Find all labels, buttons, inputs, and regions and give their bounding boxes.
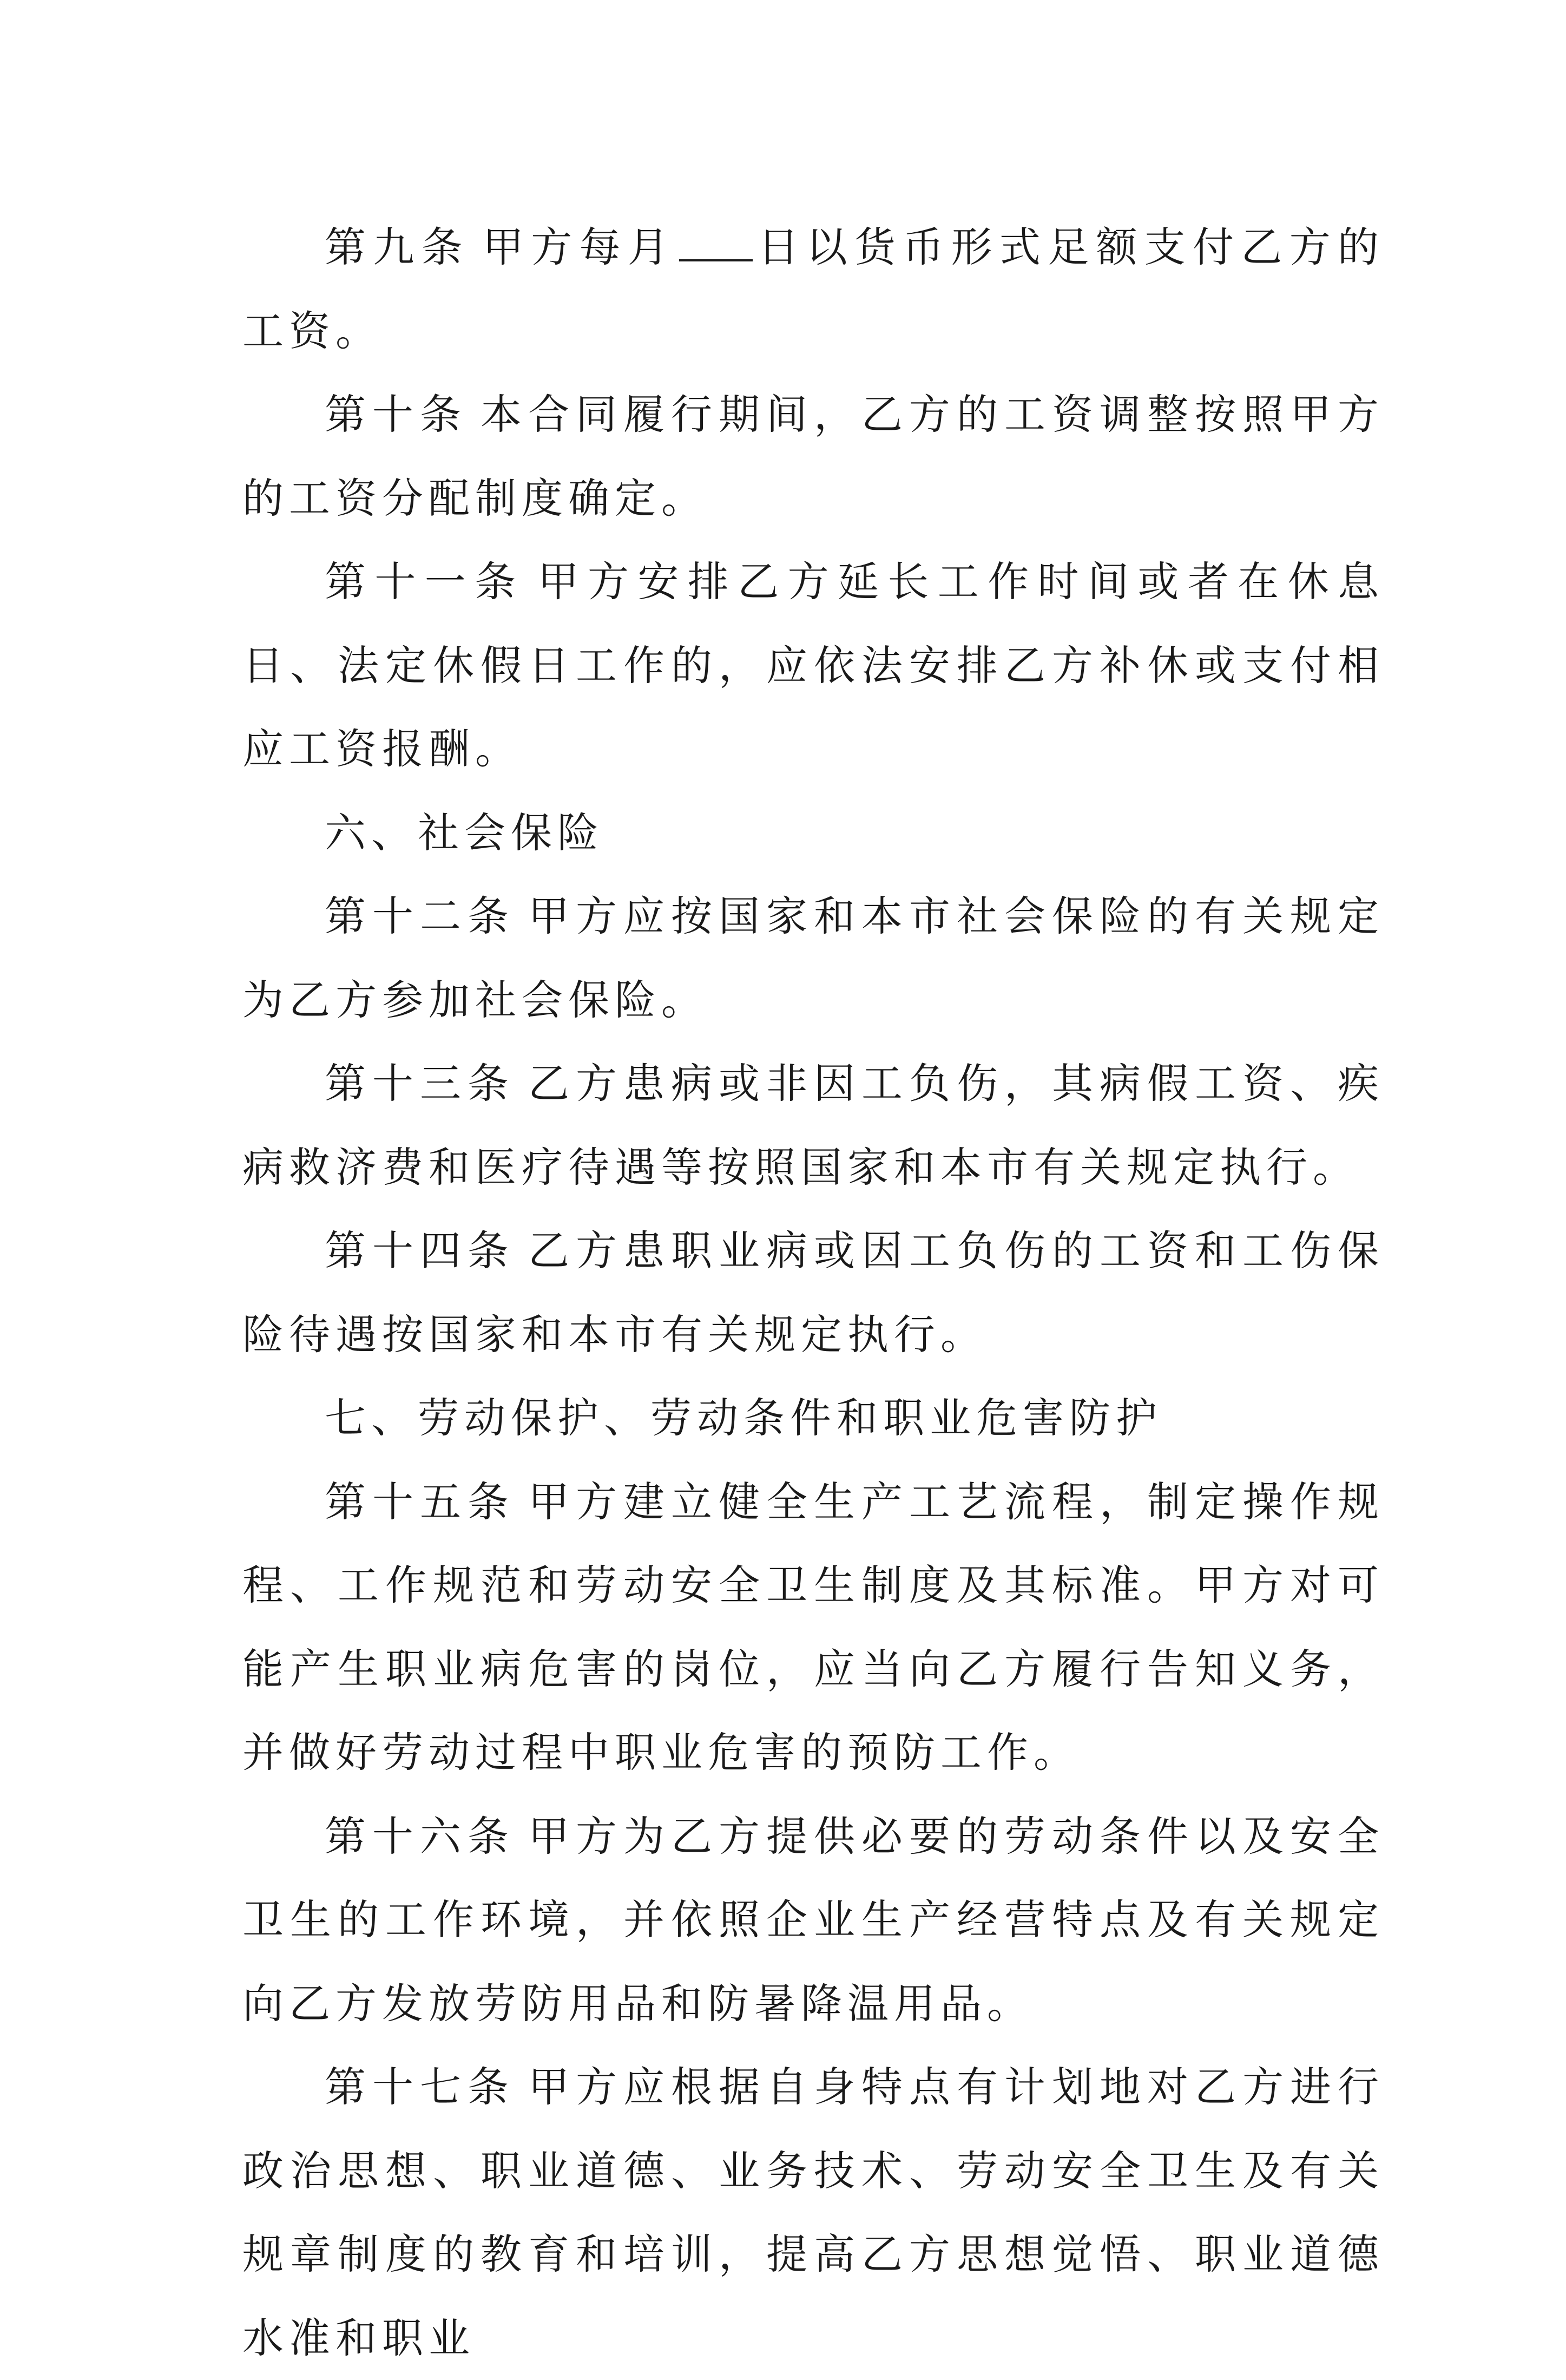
paragraph-article-10 bbox=[242, 373, 1384, 540]
article-number: 第十条 bbox=[325, 390, 468, 438]
article-number: 第十一条 bbox=[325, 558, 525, 606]
paragraph-article-17 bbox=[242, 2045, 1384, 2380]
article-text: 甲方应根据自身特点有计划地对乙方进行政治思想、职业道德、业务技术、劳动安全卫生及有关规章制度的教育和培训，提高乙方思想觉悟、职业道德水准和职业 bbox=[242, 2063, 1384, 2362]
paragraph-article-9 bbox=[242, 206, 1384, 373]
contract-body bbox=[242, 206, 1384, 2380]
article-number: 第十五条 bbox=[325, 1477, 515, 1526]
article-text: 日以货币形式足额支付乙方的工资。 bbox=[242, 223, 1385, 355]
paragraph-article-13 bbox=[242, 1042, 1384, 1209]
fill-in-blank bbox=[679, 226, 753, 261]
article-number: 第十三条 bbox=[325, 1059, 515, 1107]
article-text: 乙方患病或非因工负伤，其病假工资、疾病救济费和医疗待遇等按照国家和本市有关规定执行。 bbox=[242, 1059, 1384, 1191]
article-number: 第九条 bbox=[325, 223, 470, 271]
article-text: 乙方患职业病或因工负伤的工资和工伤保险待遇按国家和本市有关规定执行。 bbox=[242, 1227, 1384, 1359]
paragraph-article-14 bbox=[242, 1209, 1384, 1376]
section-heading-labor-protection: 七、劳动保护、劳动条件和职业危害防护 bbox=[325, 1394, 1162, 1442]
section-heading-social-insurance: 六、社会保险 bbox=[325, 808, 604, 857]
article-text: 甲方应按国家和本市社会保险的有关规定为乙方参加社会保险。 bbox=[242, 892, 1384, 1024]
article-number: 第十四条 bbox=[325, 1227, 515, 1275]
article-number: 第十六条 bbox=[325, 1812, 515, 1860]
paragraph-article-11 bbox=[242, 540, 1384, 791]
paragraph-article-16 bbox=[242, 1795, 1384, 2046]
paragraph-article-12 bbox=[242, 875, 1384, 1042]
article-text: 甲方每月 bbox=[482, 223, 676, 271]
article-number: 第十二条 bbox=[325, 892, 515, 940]
article-text: 甲方建立健全生产工艺流程，制定操作规程、工作规范和劳动安全卫生制度及其标准。甲方对可能产生职业病危害的岗位，应当向乙方履行告知义务，并做好劳动过程中职业危害的预防工作。 bbox=[242, 1477, 1384, 1776]
paragraph-article-15 bbox=[242, 1460, 1384, 1795]
article-number: 第十七条 bbox=[325, 2063, 515, 2111]
article-text: 甲方为乙方提供必要的劳动条件以及安全卫生的工作环境，并依照企业生产经营特点及有关规定向乙方发放劳防用品和防暑降温用品。 bbox=[242, 1812, 1384, 2028]
article-text: 甲方安排乙方延长工作时间或者在休息日、法定休假日工作的，应依法安排乙方补休或支付相应工资报酬。 bbox=[242, 558, 1385, 773]
article-text: 本合同履行期间，乙方的工资调整按照甲方的工资分配制度确定。 bbox=[242, 390, 1384, 522]
